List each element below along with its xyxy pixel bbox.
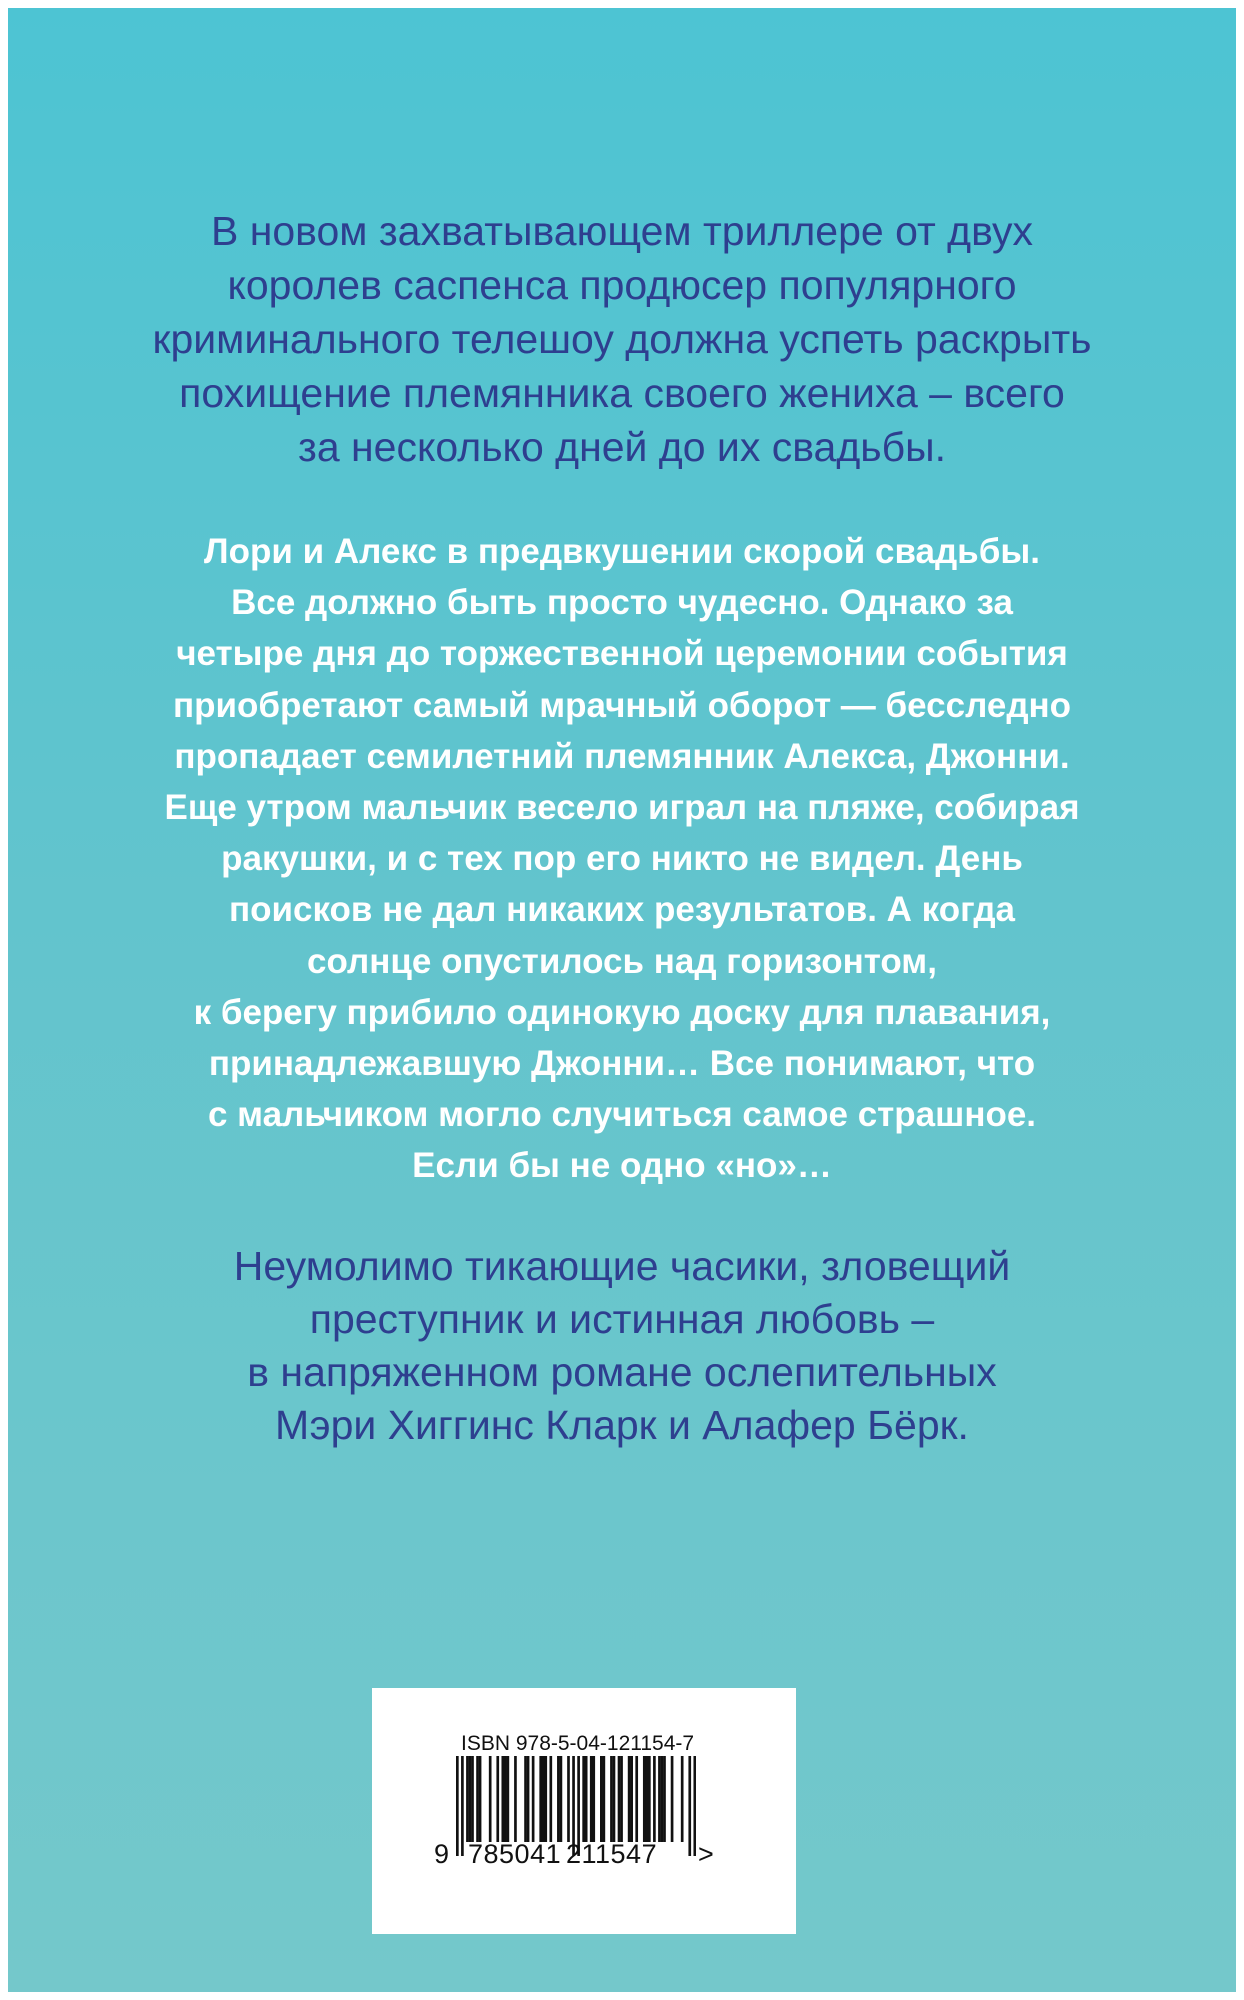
barcode-bar — [567, 1756, 570, 1842]
barcode-bar — [661, 1756, 664, 1842]
barcode-bar — [560, 1756, 563, 1842]
outro-line: преступник и истинная любовь – — [309, 1296, 935, 1342]
story-line: приобретают самый мрачный оборот — бесследно — [172, 685, 1072, 725]
intro-line: В новом захватывающем триллере от двух — [211, 208, 1033, 254]
outro-paragraph — [8, 1240, 1236, 1452]
intro-line: за несколько дней до их свадьбы. — [298, 424, 946, 470]
barcode-bar — [592, 1756, 595, 1842]
barcode-bar — [585, 1756, 588, 1842]
outro-line: Неумолимо тикающие часики, зловещий — [233, 1243, 1011, 1289]
barcode-bar — [501, 1756, 504, 1842]
intro-paragraph — [8, 204, 1236, 474]
story-line: четыре дня до торжественной церемонии события — [176, 634, 1068, 674]
barcode-bar — [658, 1756, 661, 1842]
barcode-bar — [489, 1756, 492, 1842]
barcode-bar — [645, 1756, 648, 1842]
outro-line: в напряженном романе ослепительных — [247, 1349, 997, 1395]
barcode-left-digits: 785041 — [468, 1839, 562, 1869]
barcode-bar — [479, 1756, 482, 1842]
barcode-first-digit: 9 — [434, 1839, 450, 1869]
barcode-bar — [532, 1756, 535, 1842]
barcode-bar — [600, 1756, 603, 1842]
barcode-bar — [507, 1756, 510, 1842]
barcode-bar — [496, 1756, 499, 1842]
barcode-bar — [643, 1756, 646, 1842]
barcode-bar — [466, 1756, 469, 1842]
story-line: Все должно быть просто чудесно. Однако за — [231, 583, 1013, 623]
barcode-bar — [648, 1756, 651, 1842]
barcode-bar — [620, 1756, 623, 1842]
barcode-bar — [544, 1756, 547, 1842]
barcode-bar — [603, 1756, 606, 1842]
barcode-bar — [542, 1756, 545, 1842]
story-line: ракушки, и с тех пор его никто не видел. День — [221, 839, 1023, 879]
isbn-label: ISBN 978-5-04-121154-7 — [461, 1732, 695, 1755]
barcode-bar — [524, 1756, 527, 1842]
barcode-quiet-zone-mark: > — [698, 1839, 715, 1869]
barcode-panel — [372, 1688, 796, 1934]
intro-line: королев саспенса продюсер популярного — [227, 262, 1017, 308]
barcode-bar — [630, 1756, 633, 1842]
barcode-bar — [471, 1756, 474, 1842]
barcode-bar — [469, 1756, 472, 1842]
story-line: Еще утром мальчик весело играл на пляже, собирая — [164, 788, 1080, 828]
barcode-bar — [549, 1756, 552, 1842]
barcode-bar — [456, 1756, 459, 1856]
story-paragraph — [8, 526, 1236, 1192]
barcode-bar — [590, 1756, 593, 1842]
barcode-bar — [476, 1756, 479, 1842]
barcode-bar — [610, 1756, 613, 1842]
intro-line: криминального телешоу должна успеть раскрыть — [152, 316, 1092, 362]
barcode-bar — [688, 1756, 691, 1856]
book-back-cover — [8, 8, 1236, 1992]
intro-line: похищение племянника своего жениха – всего — [179, 370, 1065, 416]
barcode-bar — [671, 1756, 674, 1842]
barcode-bar — [461, 1756, 464, 1856]
barcode-bar — [504, 1756, 507, 1842]
barcode-bar — [628, 1756, 631, 1842]
barcode-bar — [618, 1756, 621, 1842]
story-line: к берегу прибило одинокую доску для плавания, — [193, 992, 1051, 1032]
barcode-bar — [527, 1756, 530, 1842]
story-line: Если бы не одно «но»… — [412, 1146, 832, 1186]
story-line: поисков не дал никаких результатов. А когда — [228, 890, 1016, 930]
barcode-bar — [635, 1756, 638, 1842]
story-line: солнце опустилось над горизонтом, — [307, 941, 937, 981]
barcode-bar — [539, 1756, 542, 1842]
barcode-bar — [681, 1756, 684, 1842]
barcode-bar — [613, 1756, 616, 1842]
barcode-bar — [582, 1756, 585, 1842]
barcode-bar — [653, 1756, 656, 1842]
story-line: пропадает семилетний племянник Алекса, Джонни. — [174, 736, 1070, 776]
barcode-bar — [693, 1756, 696, 1856]
barcode-right-digits: 211547 — [566, 1839, 658, 1869]
barcode-bar — [557, 1756, 560, 1842]
outro-line: Мэри Хиггинс Кларк и Алафер Бёрк. — [275, 1402, 969, 1448]
barcode-bar — [514, 1756, 517, 1842]
barcode-bar — [663, 1756, 666, 1842]
story-line: принадлежавшую Джонни… Все понимают, что — [208, 1044, 1036, 1084]
story-line: с мальчиком могло случиться самое страшное. — [207, 1095, 1037, 1135]
story-line: Лори и Алекс в предвкушении скорой свадьбы. — [204, 532, 1040, 571]
